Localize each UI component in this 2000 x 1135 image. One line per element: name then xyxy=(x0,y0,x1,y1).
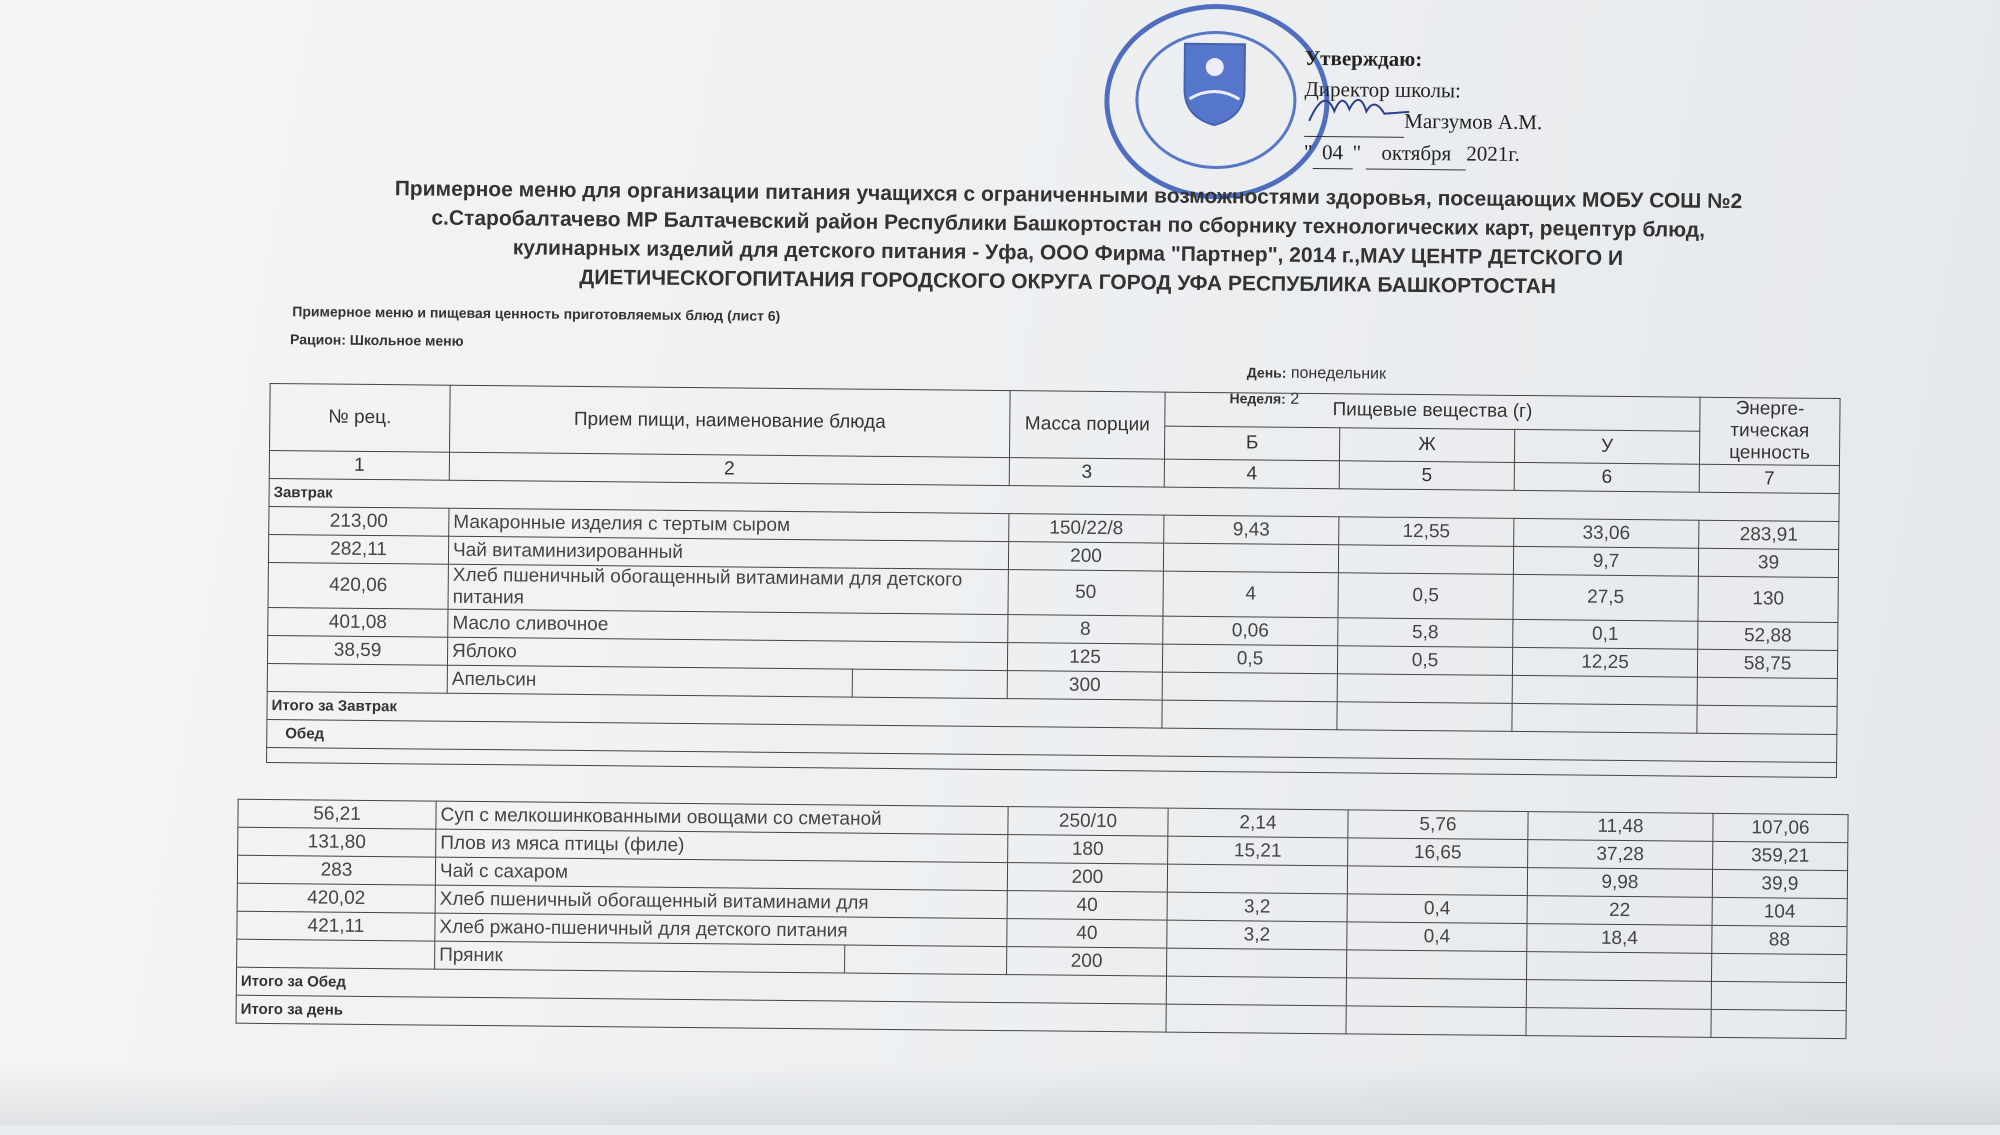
official-stamp xyxy=(1103,3,1330,200)
cell-zh: 5,8 xyxy=(1338,618,1513,648)
cell-name: Масло сливочное xyxy=(448,609,1008,642)
cell-rec: 420,02 xyxy=(237,883,435,913)
cell-e: 39 xyxy=(1698,548,1838,577)
lunch-rows xyxy=(237,799,1849,982)
cell-u: 9,98 xyxy=(1527,868,1712,898)
cell-b: 0,06 xyxy=(1163,616,1338,646)
cell-mass: 40 xyxy=(1007,919,1167,949)
col-num-6: 6 xyxy=(1514,462,1699,492)
header-b: Б xyxy=(1164,426,1339,461)
approval-year: 2021г. xyxy=(1466,141,1520,166)
cell-mass: 150/22/8 xyxy=(1009,514,1164,543)
cell-name: Яблоко xyxy=(447,637,1007,670)
cell-zh xyxy=(1347,950,1527,980)
col-num-3: 3 xyxy=(1009,458,1164,487)
cell-u: 22 xyxy=(1527,896,1712,926)
cell-b xyxy=(1167,948,1347,978)
week-label: Неделя: xyxy=(1229,390,1286,407)
approval-block xyxy=(1304,43,1543,171)
cell-zh: 0,4 xyxy=(1347,894,1527,924)
cell-name: Суп с мелкошинкованными овощами со сметаной xyxy=(436,801,1008,834)
cell-b: 15,21 xyxy=(1168,836,1348,866)
cell-zh: 12,55 xyxy=(1339,517,1514,547)
header-zh: Ж xyxy=(1339,427,1514,462)
title-line-3: кулинарных изделий для детского питания - Уфа, ООО Фирма "Партнер", 2014 г.,МАУ ЦЕНТР ДЕТСКОГО И xyxy=(512,236,1624,270)
cell-name: Чай с сахаром xyxy=(435,857,1007,890)
header-u: У xyxy=(1514,429,1699,464)
cell-u: 33,06 xyxy=(1514,518,1699,548)
cell-mass: 125 xyxy=(1007,643,1162,672)
header-row xyxy=(270,383,1840,432)
cell-e: 58,75 xyxy=(1697,649,1837,678)
day-value: понедельник xyxy=(1290,364,1387,383)
approval-title: Утверждаю: xyxy=(1304,45,1423,72)
cell-zh: 16,65 xyxy=(1348,838,1528,868)
cell-b: 2,14 xyxy=(1168,808,1348,838)
total-label: Итого за Завтрак xyxy=(267,691,1162,728)
day-field xyxy=(1247,364,1386,383)
cell-mass: 180 xyxy=(1008,835,1168,865)
director-name: Магзумов А.М. xyxy=(1404,108,1543,135)
ration-label: Рацион: Школьное меню xyxy=(290,331,464,349)
cell-u: 37,28 xyxy=(1528,840,1713,870)
cell-b: 4 xyxy=(1163,571,1338,618)
title-line-4: ДИЕТИЧЕСКОГОПИТАНИЯ ГОРОДСКОГО ОКРУГА ГОРОД УФА РЕСПУБЛИКА БАШКОРТОСТАН xyxy=(579,265,1557,299)
photo-shadow xyxy=(0,1065,2000,1125)
section-label: Завтрак xyxy=(269,478,1839,521)
section-label: Обед xyxy=(267,719,1837,762)
cell-mass: 8 xyxy=(1008,615,1163,644)
cell-b: 0,5 xyxy=(1162,644,1337,674)
menu-table-breakfast xyxy=(266,383,1841,778)
cell-e: 88 xyxy=(1712,925,1847,954)
cell-zh: 0,4 xyxy=(1347,922,1527,952)
col-num-5: 5 xyxy=(1339,461,1514,491)
header-dish: Прием пищи, наименование блюда xyxy=(450,385,1011,457)
approval-day: 04 xyxy=(1312,137,1352,169)
cell-u: 27,5 xyxy=(1513,574,1698,621)
cell-b xyxy=(1163,543,1338,573)
cell-u: 9,7 xyxy=(1513,546,1698,576)
cell-u: 11,48 xyxy=(1528,812,1713,842)
week-value: 2 xyxy=(1290,390,1300,408)
cell-rec: 131,80 xyxy=(238,827,436,857)
cell-b: 3,2 xyxy=(1167,892,1347,922)
cell-b: 3,2 xyxy=(1167,920,1347,950)
approval-date: " 04 " октября 2021г. xyxy=(1304,137,1542,171)
cell-rec: 283 xyxy=(237,855,435,885)
cell-u: 18,4 xyxy=(1527,924,1712,954)
approval-month: октября xyxy=(1366,137,1466,170)
cell-zh xyxy=(1338,545,1513,575)
col-num-7: 7 xyxy=(1699,464,1839,493)
cell-mass: 300 xyxy=(1007,671,1162,700)
day-label: День: xyxy=(1246,364,1287,381)
cell-u: 12,25 xyxy=(1512,647,1697,677)
cell-e: 107,06 xyxy=(1713,813,1848,842)
cell-u: 0,1 xyxy=(1513,619,1698,649)
cell-e: 104 xyxy=(1712,897,1847,926)
cell-zh xyxy=(1347,866,1527,896)
cell-name: Апельсин xyxy=(447,665,852,697)
header-nutrients: Пищевые вещества (г) xyxy=(1165,392,1700,431)
col-num-2: 2 xyxy=(449,452,1009,485)
menu-table-lunch xyxy=(236,799,1849,1039)
cell-b xyxy=(1167,864,1347,894)
cell-mass: 200 xyxy=(1007,947,1167,977)
title-line-1: Примерное меню для организации питания учащихся с ограниченными возможностями здоровья, посещающих МОБУ СОШ №2 xyxy=(394,177,1743,214)
cell-name: Плов из мяса птицы (филе) xyxy=(436,829,1008,862)
cell-mass: 50 xyxy=(1008,570,1163,616)
cell-name: Макаронные изделия с тертым сыром xyxy=(449,508,1009,541)
cell-mass: 250/10 xyxy=(1008,807,1168,837)
cell-rec: 38,59 xyxy=(267,635,447,665)
cell-mass: 40 xyxy=(1007,891,1167,921)
cell-rec xyxy=(237,939,435,969)
cell-zh: 5,76 xyxy=(1348,810,1528,840)
cell-rec xyxy=(267,663,447,693)
signature-line xyxy=(1304,105,1404,138)
cell-rec: 213,00 xyxy=(269,506,449,536)
header-mass: Масса порции xyxy=(1009,391,1165,459)
cell-rec: 56,21 xyxy=(238,799,436,829)
cell-u xyxy=(1512,675,1697,705)
cell-e xyxy=(1697,677,1837,706)
cell-name: Пряник xyxy=(435,941,845,973)
col-num-1: 1 xyxy=(269,450,449,480)
coat-of-arms-icon xyxy=(1179,39,1250,128)
breakfast-rows xyxy=(267,506,1839,706)
subheading: Примерное меню и пищевая ценность приготовляемых блюд (лист 6) xyxy=(292,303,781,324)
cell-mass: 200 xyxy=(1008,542,1163,571)
cell-e: 39,9 xyxy=(1712,869,1847,898)
cell-e xyxy=(1711,953,1846,982)
approval-name-line xyxy=(1304,105,1542,139)
cell-u xyxy=(1526,952,1711,982)
cell-rec: 282,11 xyxy=(268,534,448,564)
cell-e: 52,88 xyxy=(1698,621,1838,650)
document-title xyxy=(303,173,1834,304)
cell-rec: 401,08 xyxy=(268,607,448,637)
header-rec: № рец. xyxy=(270,383,451,452)
cell-e: 359,21 xyxy=(1713,841,1848,870)
cell-b xyxy=(1162,672,1337,702)
cell-empty xyxy=(852,669,1007,698)
cell-zh: 0,5 xyxy=(1337,646,1512,676)
cell-rec: 421,11 xyxy=(237,911,435,941)
title-line-2: с.Старобалтачево МР Балтачевский район Республики Башкортостан по сборнику технологических карт, рецептур блюд, xyxy=(431,206,1706,242)
cell-name: Хлеб ржано-пшеничный для детского питания xyxy=(435,913,1007,946)
cell-zh xyxy=(1337,674,1512,704)
cell-rec: 420,06 xyxy=(268,562,448,609)
cell-empty xyxy=(845,945,1007,975)
cell-name: Хлеб пшеничный обогащенный витаминами для xyxy=(435,885,1007,918)
total-label: Итого за день xyxy=(236,995,1166,1032)
cell-name: Чай витаминизированный xyxy=(448,536,1008,569)
cell-e: 130 xyxy=(1698,576,1838,622)
cell-e: 283,91 xyxy=(1699,520,1839,549)
cell-b: 9,43 xyxy=(1164,515,1339,545)
total-label: Итого за Обед xyxy=(236,967,1166,1004)
cell-zh: 0,5 xyxy=(1338,573,1513,620)
cell-mass: 200 xyxy=(1007,863,1167,893)
approval-role: Директор школы: xyxy=(1304,76,1462,103)
col-num-4: 4 xyxy=(1164,459,1339,489)
header-energy: Энерге-тическая ценность xyxy=(1699,397,1840,465)
cell-name: Хлеб пшеничный обогащенный витаминами для детского питания xyxy=(448,564,1008,614)
